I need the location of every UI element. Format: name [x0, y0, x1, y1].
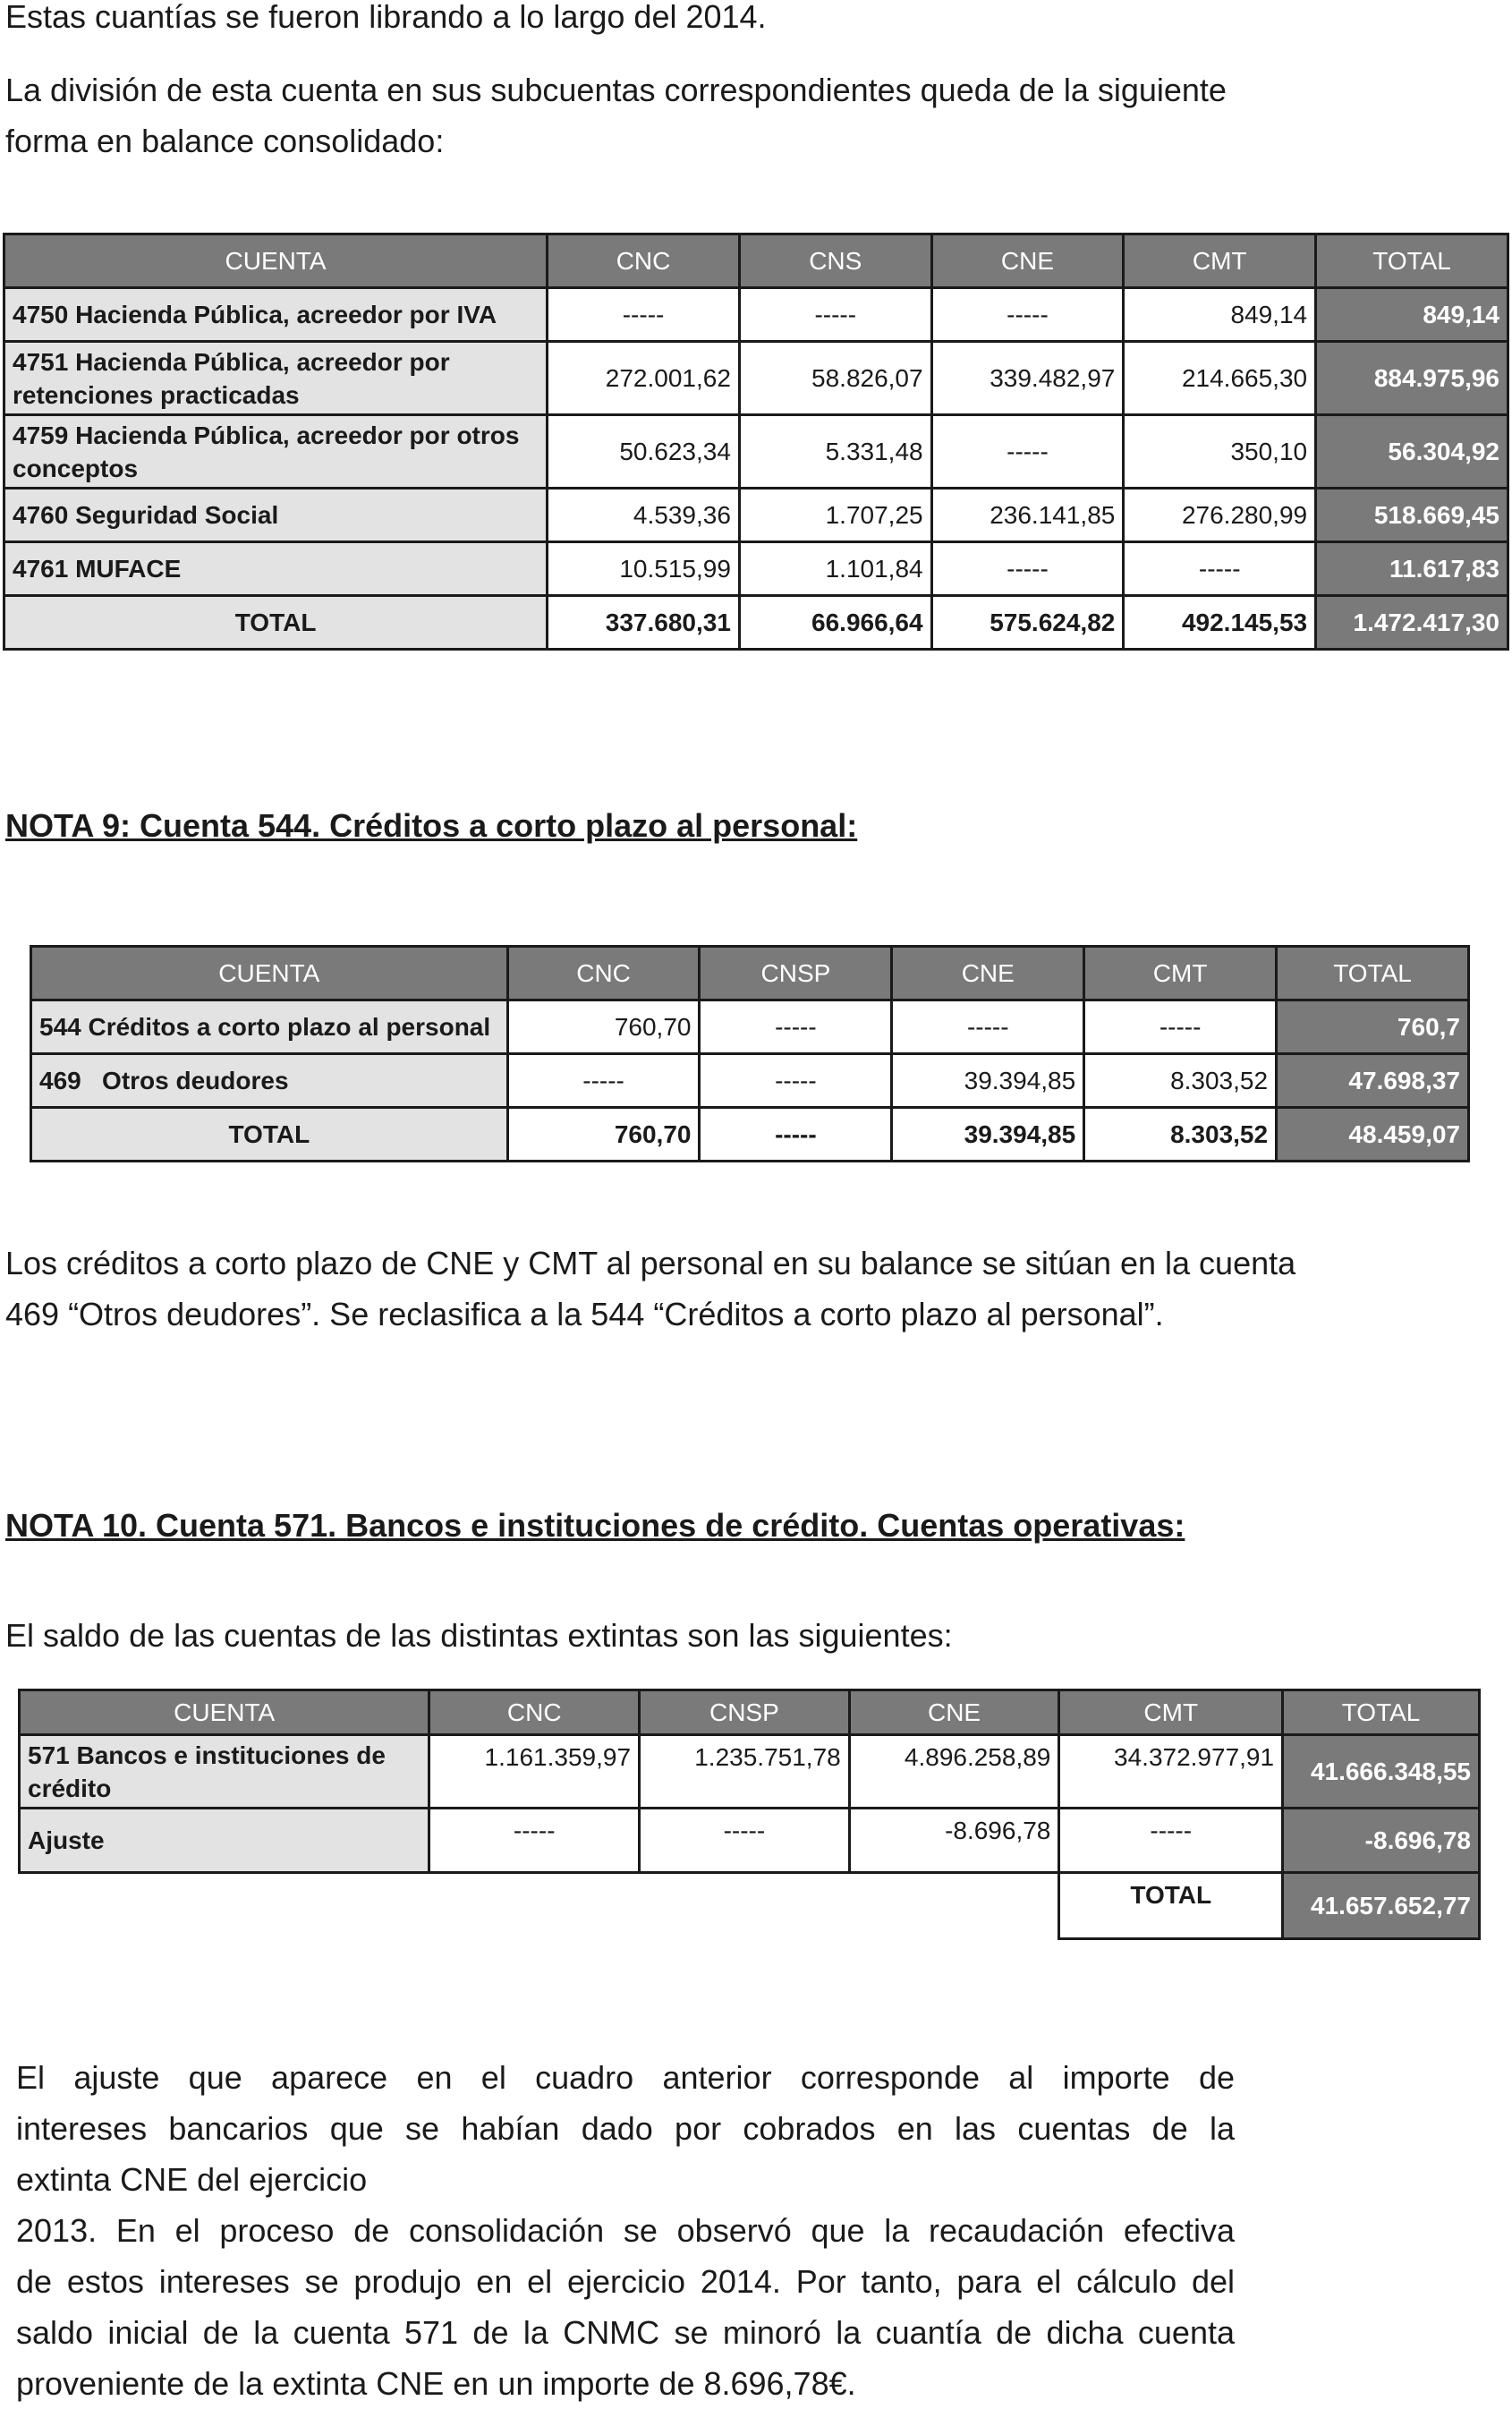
header-cns: CNS	[739, 234, 931, 288]
header-cuenta: CUENTA	[4, 234, 548, 288]
row-cmt: 34.372.977,91	[1059, 1735, 1283, 1809]
row-cnc: -----	[429, 1809, 640, 1873]
header-cne: CNE	[892, 947, 1084, 1000]
row-cne: 236.141,85	[931, 489, 1124, 542]
row-cne: -8.696,78	[849, 1809, 1059, 1873]
row-total: 760,7	[1277, 1000, 1469, 1054]
nota10-heading: NOTA 10. Cuenta 571. Bancos e instituciones de crédito. Cuentas operativas:	[5, 1507, 1185, 1544]
final-line-1: El ajuste que aparece en el cuadro anterior corresponde al importe de	[16, 2059, 1235, 2096]
row-cmt: -----	[1059, 1809, 1283, 1873]
row-cnc: -----	[548, 288, 740, 342]
table-row	[31, 1000, 1469, 1054]
header-total: TOTAL	[1277, 947, 1469, 1000]
row-cmt: -----	[1084, 1000, 1277, 1054]
row-cuenta: Ajuste	[20, 1809, 429, 1873]
final-line-4: 2013. En el proceso de consolidación se observó que la recaudación efectiva	[16, 2212, 1235, 2249]
table-row	[4, 415, 1508, 489]
table-row	[4, 489, 1508, 542]
table-row	[4, 542, 1508, 596]
row-cnc: 272.001,62	[548, 342, 740, 415]
final-line-6: saldo inicial de la cuenta 571 de la CNMC se minoró la cuantía de dicha cuenta	[16, 2314, 1235, 2351]
table-header-row	[4, 234, 1508, 288]
nota9-heading: NOTA 9: Cuenta 544. Créditos a corto plazo al personal:	[5, 807, 858, 844]
header-cnsp: CNSP	[640, 1690, 850, 1735]
row-cnc: 760,70	[507, 1000, 700, 1054]
row-total: 56.304,92	[1316, 415, 1508, 489]
header-cmt: CMT	[1084, 947, 1277, 1000]
intro-line-2b: forma en balance consolidado:	[5, 123, 445, 159]
row-cuenta: 544 Créditos a corto plazo al personal	[31, 1000, 508, 1054]
header-cmt: CMT	[1059, 1690, 1283, 1735]
row-cne: 4.896.258,89	[849, 1735, 1059, 1809]
row-cuenta-line-2: crédito	[28, 1774, 112, 1802]
row-cne: 39.394,85	[892, 1054, 1084, 1108]
header-cmt: CMT	[1124, 234, 1316, 288]
row-cnc: -----	[507, 1054, 700, 1108]
total-cne: 39.394,85	[892, 1108, 1084, 1162]
header-cuenta: CUENTA	[20, 1690, 429, 1735]
row-cns: 58.826,07	[739, 342, 931, 415]
row-total: -8.696,78	[1283, 1809, 1480, 1873]
final-line-2: intereses bancarios que se habían dado por cobrados en las cuentas de la	[16, 2110, 1235, 2147]
nota10-intro: El saldo de las cuentas de las distintas extintas son las siguientes:	[5, 1617, 953, 1654]
empty-cell	[20, 1873, 429, 1939]
row-total: 41.666.348,55	[1283, 1735, 1480, 1809]
row-cuenta: 4750 Hacienda Pública, acreedor por IVA	[4, 288, 548, 342]
header-cne: CNE	[849, 1690, 1059, 1735]
row-cne: -----	[931, 415, 1124, 489]
final-line-3: extinta CNE del ejercicio	[16, 2161, 368, 2198]
intro-paragraph	[5, 64, 1227, 166]
header-cnc: CNC	[429, 1690, 640, 1735]
row-cuenta-line-1: 4759 Hacienda Pública, acreedor por otros	[13, 421, 520, 449]
row-cmt: 8.303,52	[1084, 1054, 1277, 1108]
nota9-para-line-2: 469 “Otros deudores”. Se reclasifica a la 544 “Créditos a corto plazo al personal”.	[5, 1296, 1164, 1332]
header-total: TOTAL	[1316, 234, 1508, 288]
table-row	[20, 1735, 1480, 1809]
row-cnc: 50.623,34	[548, 415, 740, 489]
row-cuenta	[4, 342, 548, 415]
empty-cell	[429, 1873, 640, 1939]
row-cns: 5.331,48	[739, 415, 931, 489]
row-cuenta-line-2: conceptos	[13, 454, 139, 482]
row-cne: -----	[892, 1000, 1084, 1054]
table-cuenta-475-476	[3, 233, 1509, 651]
header-cuenta: CUENTA	[31, 947, 508, 1000]
row-total: 849,14	[1316, 288, 1508, 342]
row-cuenta	[20, 1735, 429, 1809]
header-total: TOTAL	[1283, 1690, 1480, 1735]
empty-cell	[640, 1873, 850, 1939]
row-cnsp: -----	[640, 1809, 850, 1873]
empty-cell	[849, 1873, 1059, 1939]
row-cuenta-line-1: 4751 Hacienda Pública, acreedor por	[13, 347, 450, 376]
nota10-final-paragraph	[16, 2052, 1235, 2409]
table-cuenta-571	[18, 1689, 1481, 1940]
row-cuenta: 4760 Seguridad Social	[4, 489, 548, 542]
row-total: 47.698,37	[1277, 1054, 1469, 1108]
table-total-row	[20, 1873, 1480, 1939]
table-header-row	[20, 1690, 1480, 1735]
total-label: TOTAL	[1059, 1873, 1283, 1939]
table-total-row	[31, 1108, 1469, 1162]
header-cnc: CNC	[507, 947, 700, 1000]
header-cnsp: CNSP	[700, 947, 892, 1000]
nota9-paragraph	[5, 1238, 1295, 1340]
row-cns: -----	[739, 288, 931, 342]
total-cnc: 337.680,31	[548, 596, 740, 650]
intro-line-1: Estas cuantías se fueron librando a lo largo del 2014.	[5, 0, 767, 35]
row-cuenta-line-1: 571 Bancos e instituciones de	[28, 1741, 386, 1769]
row-cne: 339.482,97	[931, 342, 1124, 415]
total-cmt: 492.145,53	[1124, 596, 1316, 650]
row-cuenta	[4, 415, 548, 489]
header-cne: CNE	[931, 234, 1124, 288]
header-cnc: CNC	[548, 234, 740, 288]
row-cuenta-line-2: retenciones practicadas	[13, 380, 300, 409]
row-cns: 1.707,25	[739, 489, 931, 542]
final-line-7: proveniente de la extinta CNE en un importe de 8.696,78€.	[16, 2365, 856, 2402]
final-line-5: de estos intereses se produjo en el ejercicio 2014. Por tanto, para el cálculo del	[16, 2263, 1235, 2300]
total-label: TOTAL	[4, 596, 548, 650]
intro-line-2a: La división de esta cuenta en sus subcuentas correspondientes queda de la siguiente	[5, 72, 1227, 108]
row-cmt: -----	[1124, 542, 1316, 596]
row-cnc: 1.161.359,97	[429, 1735, 640, 1809]
table-row	[20, 1809, 1480, 1873]
row-cne: -----	[931, 288, 1124, 342]
total-cmt: 8.303,52	[1084, 1108, 1277, 1162]
total-cnc: 760,70	[507, 1108, 700, 1162]
table-header-row	[31, 947, 1469, 1000]
row-cuenta: 4761 MUFACE	[4, 542, 548, 596]
row-cuenta: 469 Otros deudores	[31, 1054, 508, 1108]
row-cnsp: -----	[700, 1000, 892, 1054]
row-cnc: 4.539,36	[548, 489, 740, 542]
row-cmt: 214.665,30	[1124, 342, 1316, 415]
row-cns: 1.101,84	[739, 542, 931, 596]
row-total: 11.617,83	[1316, 542, 1508, 596]
nota9-para-line-1: Los créditos a corto plazo de CNE y CMT al personal en su balance se sitúan en la cuenta	[5, 1245, 1296, 1281]
row-cmt: 276.280,99	[1124, 489, 1316, 542]
row-total: 518.669,45	[1316, 489, 1508, 542]
row-cnsp: 1.235.751,78	[640, 1735, 850, 1809]
total-cne: 575.624,82	[931, 596, 1124, 650]
total-total: 41.657.652,77	[1283, 1873, 1480, 1939]
table-cuenta-544	[30, 945, 1470, 1162]
total-total: 1.472.417,30	[1316, 596, 1508, 650]
row-cmt: 350,10	[1124, 415, 1316, 489]
total-total: 48.459,07	[1277, 1108, 1469, 1162]
table-total-row	[4, 596, 1508, 650]
row-cne: -----	[931, 542, 1124, 596]
total-cns: 66.966,64	[739, 596, 931, 650]
total-cnsp: -----	[700, 1108, 892, 1162]
table-row	[31, 1054, 1469, 1108]
row-cnc: 10.515,99	[548, 542, 740, 596]
total-label: TOTAL	[31, 1108, 508, 1162]
table-row	[4, 288, 1508, 342]
row-cnsp: -----	[700, 1054, 892, 1108]
table-row	[4, 342, 1508, 415]
row-total: 884.975,96	[1316, 342, 1508, 415]
row-cmt: 849,14	[1124, 288, 1316, 342]
